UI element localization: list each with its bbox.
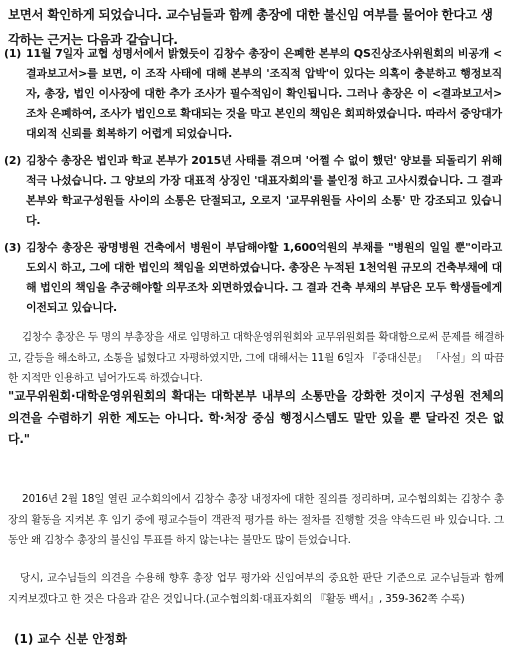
reason-number: (3) (4, 241, 22, 254)
body-paragraph-3: 당시, 교수님들의 의견을 수용해 향후 총장 업무 평가와 신임여부의 중요한 판단 기준으로 교수님들과 함께 지켜보겠다고 한 것은 다음과 같은 것입니다.(교수협의회·대표자회의 『활동 백서』, 359-362쪽 수록) (8, 572, 504, 605)
reason-text: 11월 7일자 교협 성명서에서 밝혔듯이 김창수 총장이 은폐한 본부의 QS진상조사위원회의 비공개 <결과보고서>를 보면, 이 조작 사태에 대해 본부의 '조직적 압박'이 있다는 의혹이 충분하고 행정보직자, 총장, 법인 이사장에 대한 추가 조사가 필수적임이 확인됩니다. 그러나 총장은 이 <결과보고서>조차 은폐하여, 조사가 법인으로 확대되는 것을 막고 본인의 책임은 회피하였습니다. 따라서 중앙대가 대외적 신뢰를 회복하기 어렵게 되었습니다. (26, 47, 502, 140)
lead-paragraph: 보면서 확인하게 되었습니다. 교수님들과 함께 총장에 대한 불신임 여부를 물어야 한다고 생각하는 근거는 다음과 같습니다. (8, 7, 493, 47)
reason-number: (1) (4, 47, 22, 60)
reason-text: 김창수 총장은 광명병원 건축에서 병원이 부담해야할 1,600억원의 부채를 "병원의 일일 뿐"이라고 도외시 하고, 그에 대한 법인의 책임을 외면하였습니다. 총장은 누적된 1천억원 규모의 건축부채에 대해 법인의 책임을 추궁해야할 의무조차 외면하였습니다. 그 결과 건축 부채의 부담은 모두 학생들에게 이전되고 있습니다. (26, 241, 503, 314)
reason-item-3 (4, 238, 502, 318)
reason-list (4, 44, 502, 325)
body-paragraph-1: 김창수 총장은 두 명의 부총장을 새로 임명하고 대학운영위원회와 교무위원회를 확대함으로써 문제를 해결하고, 갈등을 해소하고, 소통을 넓혔다고 자평하였지만, 그에 대해서는 11월 6일자 『중대신문』 「사설」의 따끔한 지적만 인용하고 넘어가도록 하겠습니다. (8, 331, 504, 384)
section-heading: (1) 교수 신분 안정화 (14, 632, 127, 646)
reason-text: 김창수 총장은 법인과 학교 본부가 2015년 사태를 겪으며 '어쩔 수 없이 했던' 양보를 되돌리기 위해 적극 나섰습니다. 그 양보의 가장 대표적 상징인 '대표자회의'를 불인정 하고 고사시켰습니다. 그 결과 본부와 학교구성원들 사이의 소통은 단절되고, 오로지 '교무위원들 사이의 소통' 만 강조되고 있습니다. (26, 154, 502, 227)
body-paragraph-2: 2016년 2월 18일 열린 교수회의에서 김창수 총장 내정자에 대한 질의를 정리하며, 교수협의회는 김창수 총장의 활동을 지켜본 후 임기 중에 평교수들이 객관적 평가를 하는 절차를 진행할 것을 약속드린 바 있습니다. 그동안 왜 김창수 총장의 불신임 투표를 하지 않는냐는 불만도 많이 듣었습니다. (8, 493, 504, 546)
reason-item-2 (4, 151, 502, 231)
reason-item-1 (4, 44, 502, 144)
reason-number: (2) (4, 154, 22, 167)
quoted-editorial: "교무위원회·대학운영위원회의 확대는 대학본부 내부의 소통만을 강화한 것이지 구성원 전체의 의견을 수렴하기 위한 제도는 아니다. 학·처장 중심 행정시스템도 말만 있을 뿐 달라진 것은 없다." (8, 389, 504, 446)
